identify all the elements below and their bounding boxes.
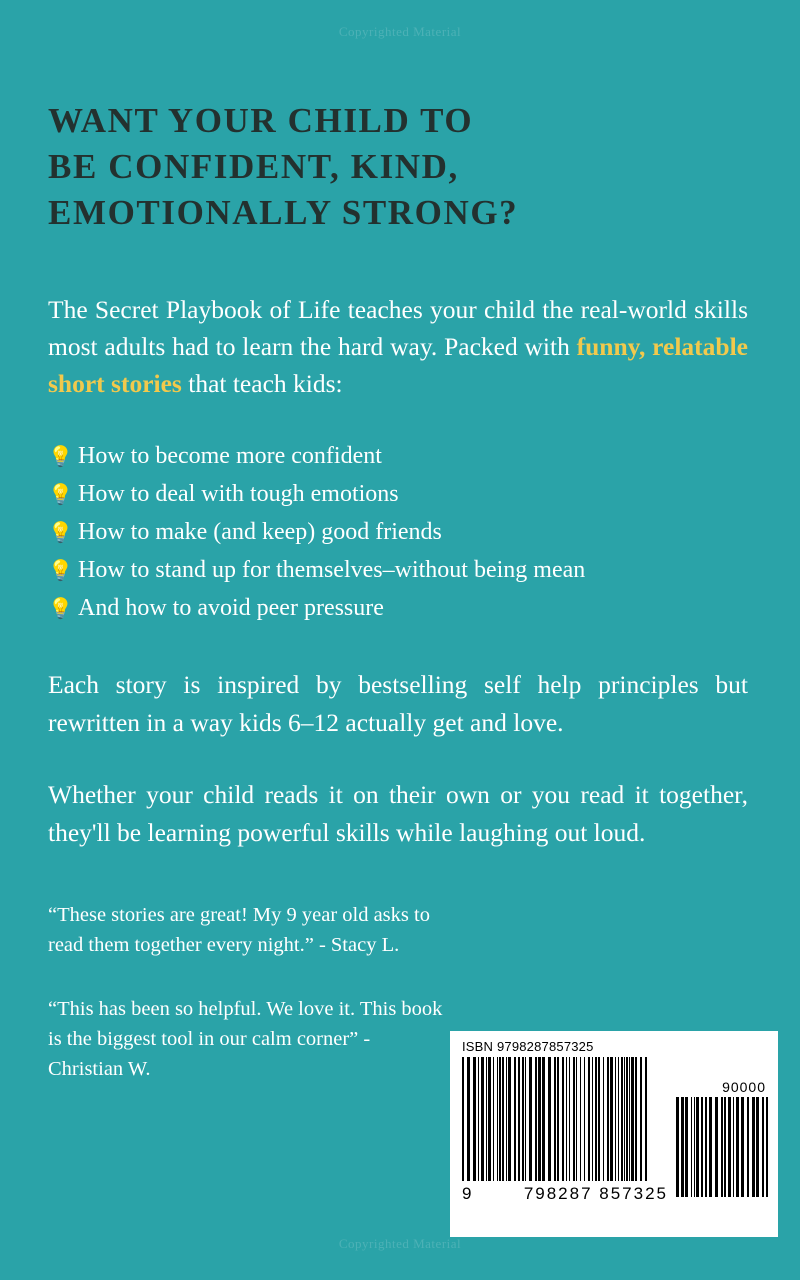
watermark-bottom: Copyrighted Material — [338, 1236, 462, 1251]
benefits-list — [48, 402, 754, 628]
lightbulb-icon: 💡 — [48, 484, 73, 506]
intro-part-2: that teach kids: — [181, 369, 343, 398]
body-paragraph-2: Whether your child reads it on their own or you read it together, they'll be learning powerful skills while laughing out loud. — [48, 780, 748, 847]
list-item — [48, 514, 754, 552]
lightbulb-icon: 💡 — [48, 598, 73, 620]
list-item — [48, 590, 754, 628]
lightbulb-icon: 💡 — [48, 446, 73, 468]
addon-bar-lines — [676, 1097, 768, 1197]
lightbulb-icon: 💡 — [48, 522, 73, 544]
intro-accent-phrase: funny, relatable short stories — [48, 332, 749, 398]
ean-digit-main: 798287 857325 — [523, 1184, 668, 1203]
intro-paragraph — [48, 236, 748, 402]
headline-line-1: WANT YOUR CHILD TO — [48, 101, 474, 140]
intro-part-1: The Secret Playbook of Life teaches your child the real-world skills most adults had to learn the hard way. Packed with — [48, 295, 748, 361]
list-item — [48, 438, 754, 476]
barcode-block — [450, 1031, 778, 1237]
headline-line-2: BE CONFIDENT, KIND, — [48, 147, 459, 186]
addon-number: 90000 — [722, 1079, 766, 1095]
barcode-rows — [462, 1057, 768, 1204]
watermark-top: Copyrighted Material — [338, 24, 462, 39]
page-title — [48, 0, 688, 236]
list-item-label: How to make (and keep) good friends — [78, 519, 442, 545]
ean-bar-lines — [462, 1057, 668, 1181]
list-item — [48, 476, 754, 514]
list-item-label: How to deal with tough emotions — [78, 481, 399, 507]
lightbulb-icon: 💡 — [48, 560, 73, 582]
ean-digit-left: 9 — [462, 1184, 474, 1203]
ean-digits — [462, 1181, 668, 1204]
list-item — [48, 552, 754, 590]
list-item-label: How to stand up for themselves–without being mean — [78, 557, 586, 583]
ean-barcode — [462, 1057, 668, 1204]
addon-barcode — [676, 1057, 768, 1197]
testimonial-quote: “These stories are great! My 9 year old asks to read them together every night.” - Stacy L. — [48, 904, 430, 956]
list-item-label: How to become more confident — [78, 443, 382, 469]
headline-line-3: EMOTIONALLY STRONG? — [48, 193, 519, 232]
testimonial-quote: “This has been so helpful. We love it. This book is the biggest tool in our calm corner” - Christian W. — [48, 998, 443, 1080]
isbn-label: ISBN 9798287857325 — [462, 1039, 594, 1054]
testimonials — [48, 852, 448, 1084]
list-item-label: And how to avoid peer pressure — [78, 595, 384, 621]
body-paragraph-1: Each story is inspired by bestselling self help principles but rewritten in a way kids 6–12 actually get and love. — [48, 670, 748, 737]
